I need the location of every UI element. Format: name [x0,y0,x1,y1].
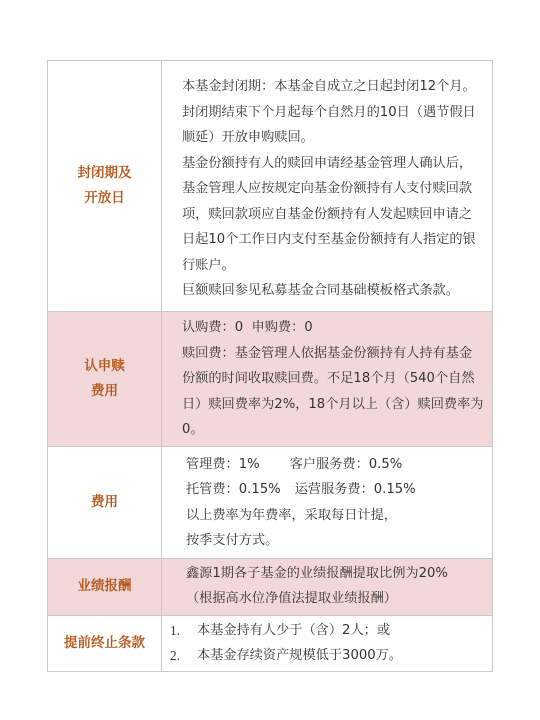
lockup-paragraph: 本基金封闭期：本基金自成立之日起封闭12个月。封闭期结束下个月起每个自然月的10日（遇节假日顺延）开放申购赎回。 [182,79,476,146]
operation-service-fee: 运营服务费：0.15% [294,482,416,497]
redemption-paragraph: 基金份额持有人的赎回申请经基金管理人确认后，基金管理人应按规定向基金份额持有人支付赎回款项，赎回款项应自基金份额持有人发起赎回申请之日起10个工作日内支付至基金份额持有人指定的银行账户。 [182,155,476,273]
fee-payment-note: 按季支付方式。 [186,533,279,548]
client-service-fee: 客户服务费：0.5% [289,456,403,472]
row-early-termination [48,615,493,671]
content-lockup-period [162,61,493,312]
content-subscription-fees [162,312,493,447]
fund-terms-table [47,60,493,672]
label-fees: 费用 [48,446,162,558]
list-item: 1. 本基金持有人少于（含）2人；或 [170,622,391,638]
label-early-termination: 提前终止条款 [48,615,162,671]
redemption-fee-text: 赎回费：基金管理人依据基金份额持有人持有基金份额的时间收取赎回费。不足18个月（540个自然日）赎回费率为2%，18个月以上（含）赎回费率为0。 [182,345,484,437]
label-lockup-period: 封闭期及 开放日 [48,61,162,312]
large-redemption-paragraph: 巨额赎回参见私募基金合同基础模板格式条款。 [182,283,459,299]
fee-line [186,477,484,503]
row-performance-fee [48,558,493,615]
fee-note: 以上费率为年费率，采取每日计提， [186,507,397,523]
management-fee: 管理费：1% [186,456,260,472]
content-early-termination [162,615,493,671]
performance-fee-method: （根据高水位净值法提取业绩报酬） [186,591,397,606]
subscription-fee-text: 认购费：0 申购费：0 [182,320,313,335]
performance-fee-text: 鑫源1期各子基金的业绩报酬提取比例为20% [186,565,448,581]
content-performance-fee [162,558,493,615]
termination-list [170,618,484,669]
row-subscription-fees [48,312,493,447]
row-lockup-period [48,61,493,312]
fee-line [186,452,484,478]
label-performance-fee: 业绩报酬 [48,558,162,615]
content-fees [162,446,493,558]
list-item: 2. 本基金存续资产规模低于3000万。 [170,648,402,663]
row-fees [48,446,493,558]
custody-fee: 托管费：0.15% [186,482,281,497]
label-subscription-fees: 认申赎 费用 [48,312,162,447]
